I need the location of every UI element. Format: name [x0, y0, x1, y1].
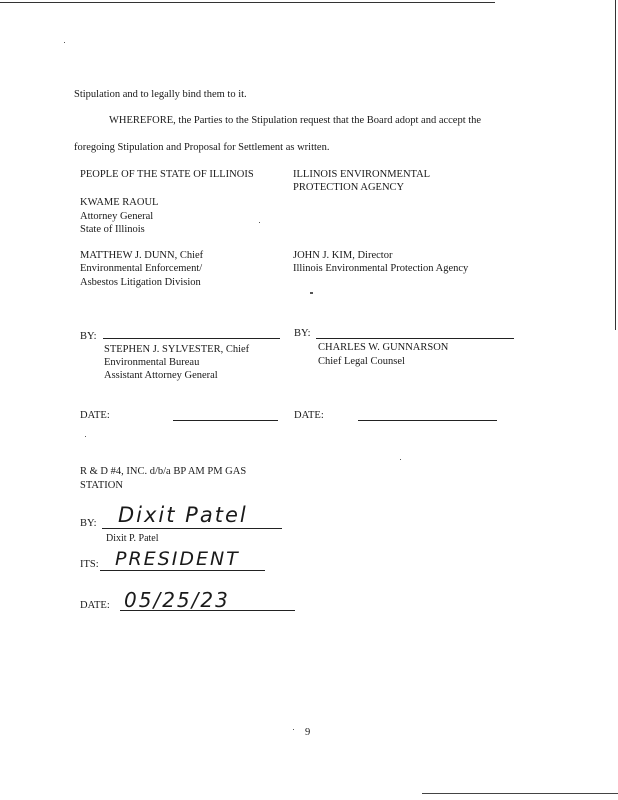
left-date-label: DATE: [80, 410, 110, 421]
scan-right-edge [615, 0, 616, 330]
right-date-line [358, 420, 497, 421]
right-party-heading-1: ILLINOIS ENVIRONMENTAL [293, 169, 431, 180]
body-line-1: Stipulation and to legally bind them to it. [74, 89, 247, 100]
right-signature-line [316, 338, 514, 339]
right-date-label: DATE: [294, 410, 324, 421]
director-agency: Illinois Environmental Protection Agency [293, 263, 469, 274]
scan-speck [259, 222, 260, 223]
respondent-name-2: STATION [80, 480, 123, 491]
respondent-date-label: DATE: [80, 600, 110, 611]
handwritten-title: PRESIDENT [115, 548, 240, 570]
scan-speck [400, 459, 401, 460]
body-line-3: foregoing Stipulation and Proposal for Settlement as written. [74, 142, 330, 153]
left-date-line [173, 420, 278, 421]
right-by-label: BY: [294, 328, 311, 339]
left-by-label: BY: [80, 331, 97, 342]
chief-name: MATTHEW J. DUNN, Chief [80, 250, 204, 261]
left-signer-title: Assistant Attorney General [104, 370, 218, 381]
body-line-2: WHEREFORE, the Parties to the Stipulation request that the Board adopt and accept the [109, 115, 482, 126]
respondent-by-label: BY: [80, 518, 97, 529]
ag-title: Attorney General [80, 211, 154, 222]
handwritten-date: 05/25/23 [124, 588, 230, 612]
right-signer-name: CHARLES W. GUNNARSON [318, 342, 449, 353]
scan-speck [310, 292, 313, 294]
right-party-heading-2: PROTECTION AGENCY [293, 182, 405, 193]
its-line [100, 570, 265, 571]
scan-speck [85, 436, 86, 437]
chief-division-1: Environmental Enforcement/ [80, 263, 203, 274]
scan-top-rule [0, 2, 495, 3]
respondent-signer-name: Dixit P. Patel [106, 533, 159, 544]
ag-state: State of Illinois [80, 224, 145, 235]
respondent-signature-line [102, 528, 282, 529]
respondent-name-1: R & D #4, INC. d/b/a BP AM PM GAS [80, 466, 247, 477]
left-party-heading: PEOPLE OF THE STATE OF ILLINOIS [80, 169, 254, 180]
scan-bottom-rule [422, 793, 618, 794]
scan-speck [293, 729, 294, 730]
handwritten-signature: Dixit Patel [118, 503, 248, 527]
right-signer-title: Chief Legal Counsel [318, 356, 405, 367]
its-label: ITS: [80, 559, 99, 570]
left-signer-name: STEPHEN J. SYLVESTER, Chief [104, 344, 250, 355]
director-name: JOHN J. KIM, Director [293, 250, 393, 261]
ag-name: KWAME RAOUL [80, 197, 159, 208]
scan-speck [64, 42, 65, 43]
left-signer-bureau: Environmental Bureau [104, 357, 200, 368]
page-number: 9 [305, 727, 311, 738]
left-signature-line [103, 338, 280, 339]
chief-division-2: Asbestos Litigation Division [80, 277, 201, 288]
